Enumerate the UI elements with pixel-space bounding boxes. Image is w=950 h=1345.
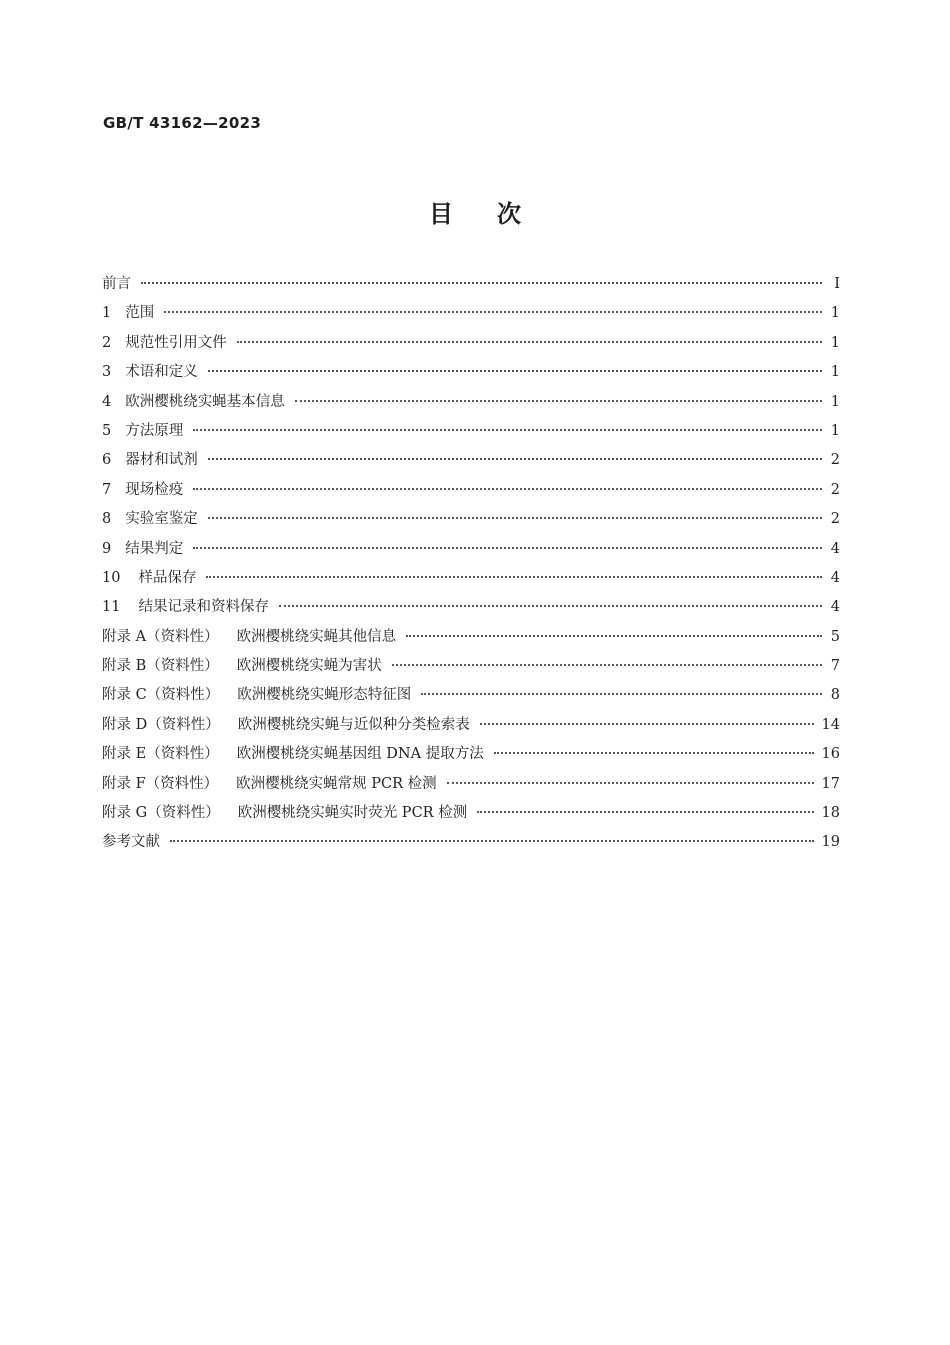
toc-leader-dots [164, 311, 822, 313]
toc-entry[interactable] [102, 358, 840, 387]
document-code: GB/T 43162—2023 [103, 114, 262, 132]
toc-entry-text: 规范性引用文件 [125, 334, 227, 351]
toc-entry-text: 样品保存 [138, 569, 197, 586]
toc-list [102, 270, 840, 858]
toc-entry[interactable] [102, 505, 840, 534]
toc-entry[interactable] [102, 593, 840, 622]
toc-entry-page: 14 [821, 716, 840, 733]
toc-leader-dots [208, 458, 822, 460]
toc-entry-page: 1 [830, 393, 840, 410]
toc-entry-text: 方法原理 [125, 422, 184, 439]
toc-leader-dots [141, 282, 822, 284]
toc-entry-label [102, 652, 382, 681]
toc-entry-appendix: 附录 E（资料性） [102, 746, 219, 763]
toc-entry-number: 10 [102, 569, 121, 586]
toc-entry[interactable] [102, 828, 840, 857]
toc-leader-dots [494, 752, 814, 754]
toc-entry-text: 前言 [102, 276, 131, 292]
toc-entry-label [102, 799, 467, 828]
toc-leader-dots [208, 370, 822, 372]
toc-leader-dots [421, 693, 822, 695]
toc-entry-page: 5 [830, 628, 840, 645]
toc-entry-appendix: 附录 C（资料性） [102, 687, 220, 704]
toc-entry-text: 术语和定义 [125, 364, 198, 381]
toc-entry-text: 参考文献 [102, 834, 160, 851]
toc-entry-appendix: 附录 D（资料性） [102, 716, 220, 733]
toc-entry[interactable] [102, 446, 840, 475]
toc-entry-text: 范围 [125, 305, 155, 322]
toc-entry-label [102, 388, 285, 417]
toc-entry-label [102, 681, 411, 710]
toc-entry-number: 2 [102, 334, 112, 351]
toc-entry-text: 现场检疫 [125, 481, 184, 498]
toc-entry-page: 4 [830, 540, 840, 557]
toc-entry-text: 欧洲樱桃绕实蝇基因组 DNA 提取方法 [236, 746, 484, 763]
toc-entry-page: 4 [830, 599, 840, 616]
toc-entry-appendix: 附录 B（资料性） [102, 658, 219, 675]
toc-entry-page: 1 [830, 422, 840, 439]
toc-leader-dots [406, 635, 822, 637]
toc-title: 目次 [429, 200, 565, 228]
toc-entry-page: 2 [830, 452, 840, 469]
toc-entry[interactable] [102, 270, 840, 299]
toc-entry[interactable] [102, 740, 840, 769]
toc-leader-dots [208, 517, 822, 519]
toc-leader-dots [480, 723, 814, 725]
toc-entry-page: 19 [821, 834, 840, 851]
toc-entry-text: 欧洲樱桃绕实蝇常规 PCR 检测 [236, 775, 437, 792]
toc-entry-appendix: 附录 A（资料性） [102, 628, 219, 645]
toc-entry[interactable] [102, 299, 840, 328]
toc-entry-page: 1 [830, 334, 840, 351]
toc-entry[interactable] [102, 623, 840, 652]
toc-entry[interactable] [102, 799, 840, 828]
toc-entry-label [102, 623, 396, 652]
toc-entry-label [102, 270, 131, 299]
toc-entry-label [102, 505, 198, 534]
toc-entry-text: 欧洲樱桃绕实蝇与近似种分类检索表 [237, 716, 470, 733]
toc-entry[interactable] [102, 564, 840, 593]
toc-leader-dots [206, 576, 822, 578]
toc-entry-page: 2 [830, 481, 840, 498]
toc-entry-page: 1 [830, 305, 840, 322]
toc-entry[interactable] [102, 535, 840, 564]
toc-entry-label [102, 417, 183, 446]
toc-entry[interactable] [102, 388, 840, 417]
toc-entry-label [102, 446, 198, 475]
toc-entry-number: 7 [102, 481, 112, 498]
toc-entry-label [102, 828, 160, 857]
toc-entry[interactable] [102, 681, 840, 710]
toc-entry-label [102, 358, 198, 387]
toc-leader-dots [279, 605, 822, 607]
toc-entry-text: 欧洲樱桃绕实蝇为害状 [236, 658, 382, 675]
toc-leader-dots [193, 488, 822, 490]
toc-entry-appendix: 附录 F（资料性） [102, 775, 219, 792]
toc-entry-text: 欧洲樱桃绕实蝇其他信息 [236, 628, 397, 645]
toc-entry-label [102, 476, 183, 505]
toc-entry[interactable] [102, 476, 840, 505]
toc-entry-text: 器材和试剂 [125, 452, 198, 469]
toc-entry[interactable] [102, 770, 840, 799]
toc-entry-label [102, 711, 470, 740]
toc-entry-number: 11 [102, 599, 121, 616]
toc-leader-dots [477, 811, 813, 813]
toc-leader-dots [447, 782, 814, 784]
toc-entry[interactable] [102, 711, 840, 740]
toc-entry-page: 7 [830, 658, 840, 675]
toc-entry[interactable] [102, 329, 840, 358]
toc-entry-label [102, 770, 437, 799]
toc-entry-label [102, 329, 227, 358]
toc-entry-page: 1 [830, 364, 840, 381]
toc-entry-number: 4 [102, 393, 112, 410]
toc-entry[interactable] [102, 652, 840, 681]
toc-entry-label [102, 564, 196, 593]
toc-leader-dots [392, 664, 822, 666]
toc-entry-number: 6 [102, 452, 112, 469]
toc-entry-page: Ⅰ [834, 276, 840, 292]
toc-entry-page: 2 [830, 511, 840, 528]
toc-entry-text: 欧洲樱桃绕实蝇实时荧光 PCR 检测 [237, 805, 468, 822]
toc-entry-label [102, 593, 269, 622]
toc-entry-page: 4 [830, 569, 840, 586]
toc-entry-label [102, 740, 484, 769]
toc-leader-dots [193, 547, 822, 549]
toc-entry-number: 5 [102, 422, 112, 439]
toc-entry-label [102, 299, 154, 328]
toc-entry[interactable] [102, 417, 840, 446]
toc-entry-number: 8 [102, 511, 112, 528]
toc-leader-dots [193, 429, 822, 431]
toc-entry-text: 欧洲樱桃绕实蝇基本信息 [125, 393, 285, 410]
toc-leader-dots [295, 400, 822, 402]
toc-entry-page: 18 [821, 805, 840, 822]
toc-entry-number: 3 [102, 364, 112, 381]
toc-leader-dots [170, 840, 814, 842]
toc-entry-page: 16 [821, 746, 840, 763]
toc-entry-number: 1 [102, 305, 112, 322]
toc-entry-text: 欧洲樱桃绕实蝇形态特征图 [237, 687, 412, 704]
toc-entry-page: 17 [821, 775, 840, 792]
toc-entry-label [102, 535, 183, 564]
toc-entry-text: 结果记录和资料保存 [138, 599, 269, 616]
toc-leader-dots [237, 341, 822, 343]
toc-entry-page: 8 [830, 687, 840, 704]
toc-entry-number: 9 [102, 540, 112, 557]
toc-entry-appendix: 附录 G（资料性） [102, 805, 220, 822]
toc-entry-text: 结果判定 [125, 540, 184, 557]
toc-entry-text: 实验室鉴定 [125, 511, 198, 528]
